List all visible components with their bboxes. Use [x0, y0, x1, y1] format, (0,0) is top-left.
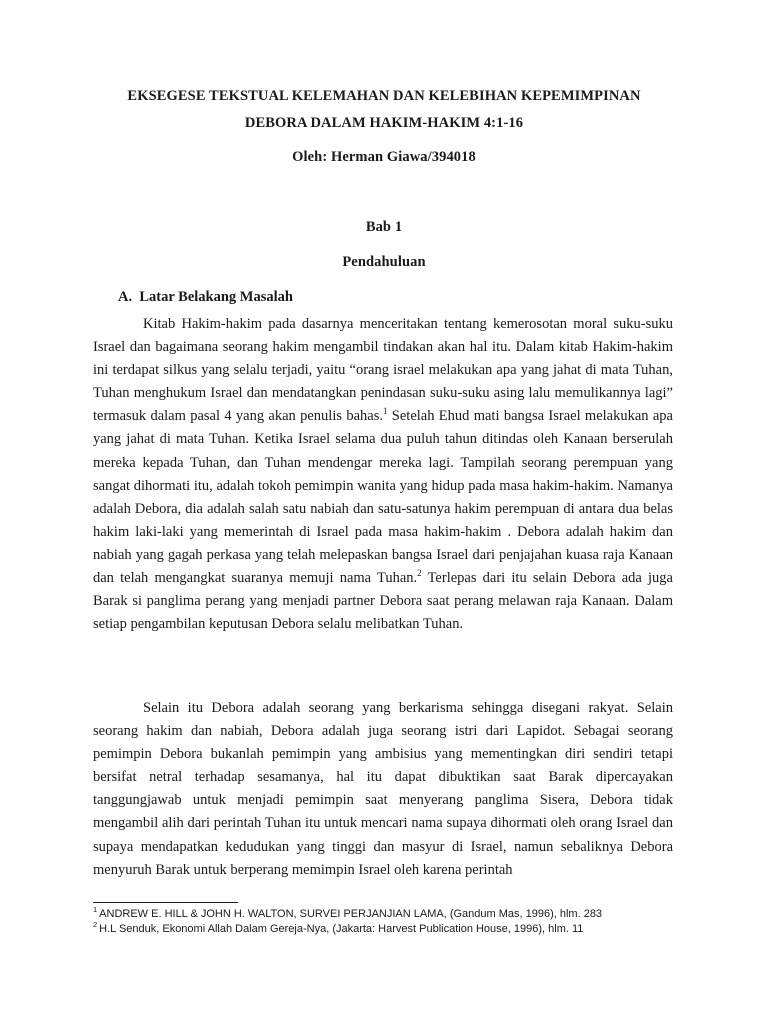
paragraph-1 — [93, 313, 673, 636]
footnote-2-text: H.L Senduk, Ekonomi Allah Dalam Gereja-Nya, (Jakarta: Harvest Publication House, 1996), hlm. 11 — [99, 923, 584, 935]
paragraph-1-part-1: Kitab Hakim-hakim pada dasarnya menceritakan tentang kemerosotan moral suku-suku Israel dan bagaimana seorang hakim mengambil tindakan akan hal itu. Dalam kitab Hakim-hakim ini terdapat silkus yang selalu terjadi, yaitu “orang israel melakukan apa yang jahat di mata Tuhan, Tuhan menghukum Israel dan mendatangkan penindasan suku-suku asing lalu memulikannya lagi” termasuk dalam pasal 4 yang akan penulis bahas. — [93, 316, 673, 425]
document-title-line-1: EKSEGESE TEKSTUAL KELEMAHAN DAN KELEBIHAN KEPEMIMPINAN — [127, 88, 641, 104]
footnote-1-number: 1 — [93, 905, 98, 915]
footnote-1-text: ANDREW E. HILL & JOHN H. WALTON, SURVEI PERJANJIAN LAMA, (Gandum Mas, 1996), hlm. 283 — [99, 908, 603, 920]
paragraph-2: Selain itu Debora adalah seorang yang berkarisma sehingga disegani rakyat. Selain seorang hakim dan nabiah, Debora adalah juga seorang istri dari Lapidot. Sebagai seorang pemimpin Debora bukanlah pemimpin yang ambisius yang mementingkan diri sendiri tetapi bersifat netral terhadap sesamanya, hal itu dapat dibuktikan saat Barak dipercayakan tanggungjawab untuk menjadi pemimpin saat menyerang panglima Sisera, Debora tidak mengambil alih dari perintah Tuhan itu untuk mencari nama supaya dihormati oleh orang Israel dan supaya mendapatkan kedudukan yang tinggi dan masyur di Israel, namun sebaliknya Debora menyuruh Barak untuk berperang memimpin Israel oleh karena perintah — [93, 700, 673, 878]
footnote-2-number: 2 — [93, 920, 98, 930]
chapter-number: Bab 1 — [365, 219, 403, 235]
paragraph-1-part-2: Setelah Ehud mati bangsa Israel melakukan apa yang jahat di mata Tuhan. Ketika Israel selama dua puluh tahun ditindas oleh Kanaan berserulah mereka kepada Tuhan, dan Tuhan mendengar mereka lagi. Tampilah seorang perempuan yang sangat dihormati itu, adalah tokoh pemimpin wanita yang hidup pada masa hakim-hakim. Namanya adalah Debora, dia adalah salah satu nabiah dan satu-satunya hakim perempuan di antara dua belas hakim laki-laki yang memerintah di Israel pada masa hakim-hakim . Debora adalah hakim dan nabiah yang gagah perkasa yang telah melepaskan bangsa Israel dari penjajahan kuasa raja Kanaan dan telah mengangkat suaranya memuji nama Tuhan. — [93, 408, 673, 587]
chapter-title: Pendahuluan — [342, 254, 426, 270]
footnote-2 — [93, 922, 693, 936]
paragraph-1-part-3: Terlepas dari itu selain Debora ada juga Barak si panglima perang yang menjadi partner Debora saat perang melawan raja Kanaan. Dalam setiap pengambilan keputusan Debora selalu melibatkan Tuhan. — [93, 570, 673, 633]
section-heading — [118, 289, 293, 306]
document-title-line-2: DEBORA DALAM HAKIM-HAKIM 4:1-16 — [244, 115, 524, 131]
section-marker: A. — [118, 289, 133, 305]
footnote-1 — [93, 907, 693, 921]
footnote-ref-2: 2 — [417, 568, 422, 579]
footnote-separator — [93, 902, 238, 903]
author-line: Oleh: Herman Giawa/394018 — [292, 149, 476, 165]
section-heading-text: Latar Belakang Masalah — [139, 289, 293, 305]
footnote-ref-1: 1 — [382, 406, 388, 417]
